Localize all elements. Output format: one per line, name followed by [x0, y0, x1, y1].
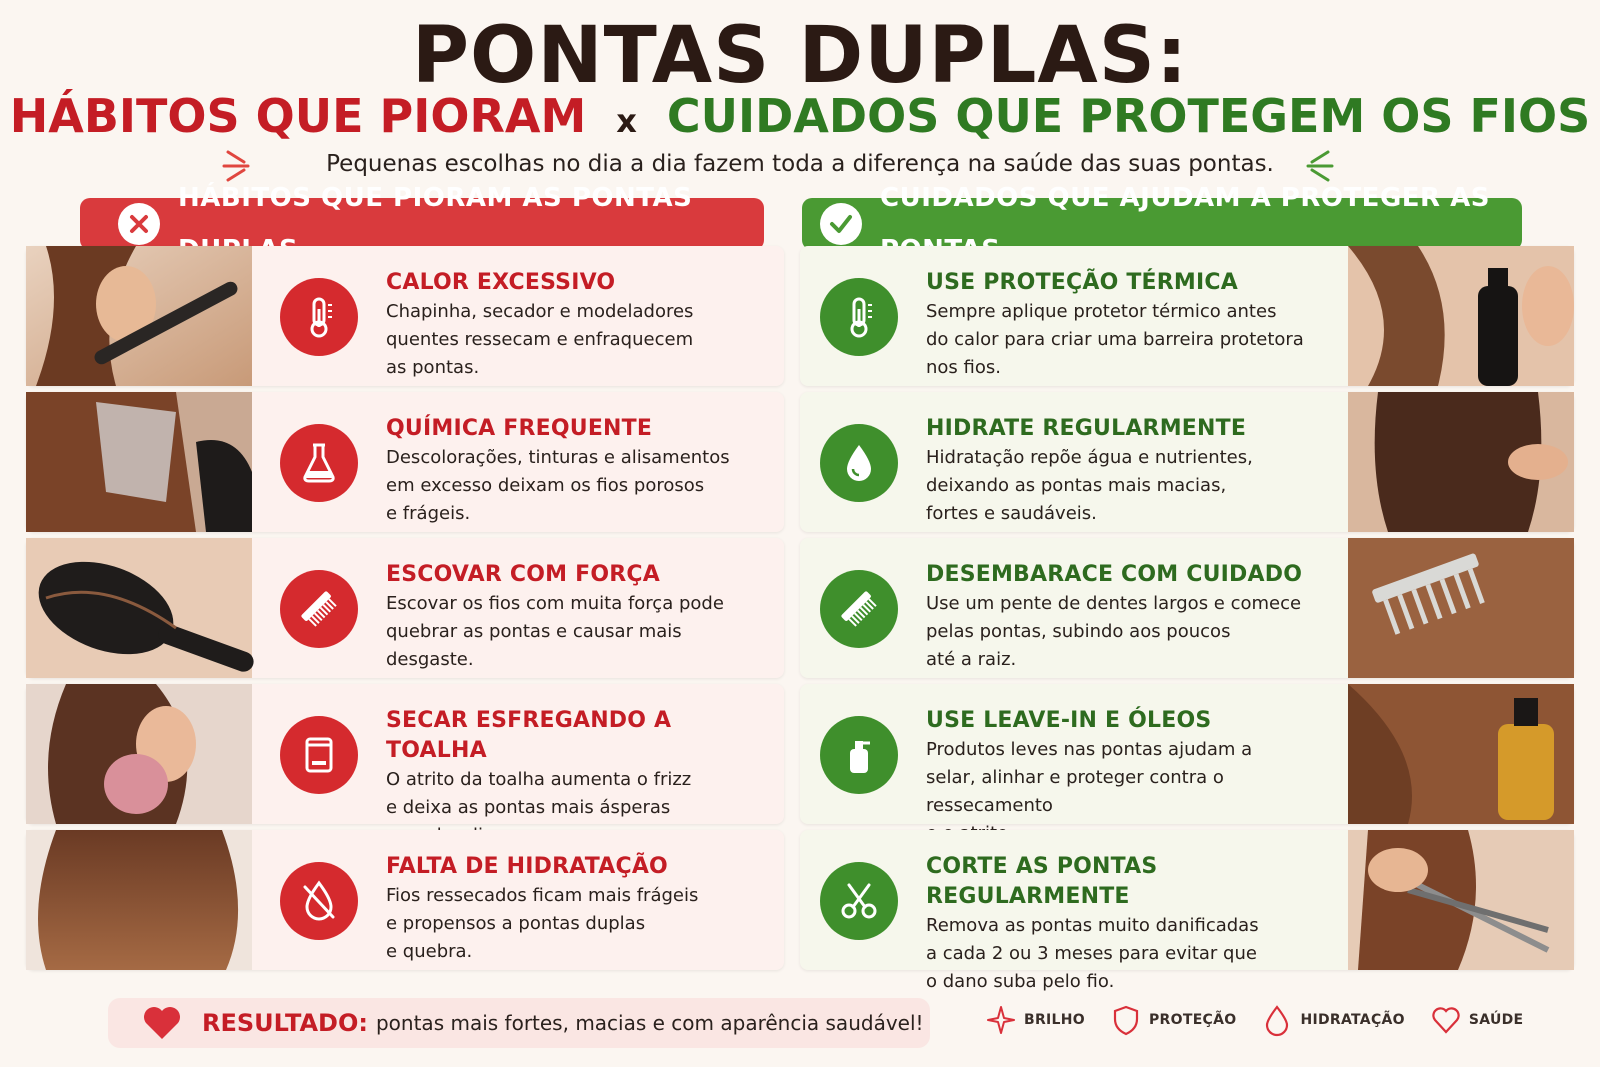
card-description-line: a cada 2 ou 3 meses para evitar que — [926, 943, 1257, 964]
subtitle-versus: x — [616, 102, 637, 140]
card-text — [386, 414, 776, 528]
good-care-card — [800, 684, 1574, 824]
card-description-line: Descolorações, tinturas e alisamentos — [386, 447, 730, 468]
card-description-line: até a raiz. — [926, 649, 1017, 670]
bad-column-heading: HÁBITOS QUE PIORAM AS PONTAS — [178, 183, 693, 213]
towel-icon — [280, 716, 358, 794]
card-description-line: Fios ressecados ficam mais frágeis — [386, 885, 699, 906]
scissors-icon — [820, 862, 898, 940]
hair-photo — [26, 830, 252, 970]
heart-icon — [142, 1005, 182, 1041]
card-text — [926, 852, 1346, 996]
hair-photo — [26, 684, 252, 824]
shield-icon — [1111, 1004, 1141, 1036]
comb-icon — [820, 570, 898, 648]
card-description-line: nos fios. — [926, 357, 1001, 378]
badge-hidratacao — [1262, 1004, 1404, 1036]
card-title: DESEMBARACE COM CUIDADO — [926, 562, 1303, 587]
card-text — [386, 852, 776, 966]
badge-label: SAÚDE — [1468, 1012, 1524, 1028]
card-text — [926, 706, 1346, 848]
good-care-card — [800, 830, 1574, 992]
card-description-line: Remova as pontas muito danificadas — [926, 915, 1259, 936]
hair-photo — [1348, 830, 1574, 970]
card-description-line: e frágeis. — [386, 503, 471, 524]
card-description-line: Hidratação repõe água e nutrientes, — [926, 447, 1253, 468]
badge-protecao — [1111, 1004, 1236, 1036]
good-column-heading: CUIDADOS QUE AJUDAM A PROTEGER AS — [880, 183, 1490, 213]
comb-icon — [280, 570, 358, 648]
bad-habit-card — [26, 392, 784, 532]
card-description-line: Chapinha, secador e modeladores — [386, 301, 694, 322]
card-description-line: do calor para criar uma barreira protetora — [926, 329, 1304, 350]
tagline: Pequenas escolhas no dia a dia fazem toda a diferença na saúde das suas pontas. — [326, 151, 1274, 177]
card-description-line: selar, alinhar e proteger contra o ressecamento — [926, 767, 1224, 816]
bad-column-header — [80, 183, 764, 250]
hair-photo — [1348, 538, 1574, 678]
card-description-line: Sempre aplique protetor térmico antes — [926, 301, 1277, 322]
subtitle-bad: HÁBITOS QUE PIORAM — [9, 89, 587, 143]
flask-icon — [280, 424, 358, 502]
check-icon — [820, 203, 862, 245]
hair-photo — [26, 246, 252, 386]
card-description-line: quentes ressecam e enfraquecem — [386, 329, 694, 350]
good-care-card — [800, 246, 1574, 386]
result-text: pontas mais fortes, macias e com aparência saudável! — [375, 1011, 924, 1035]
card-description-line: O atrito da toalha aumenta o frizz — [386, 769, 692, 790]
card-description-line: pelas pontas, subindo aos poucos — [926, 621, 1231, 642]
subtitle-good: CUIDADOS QUE PROTEGEM OS FIOS — [666, 89, 1591, 143]
page-subtitle — [0, 86, 1600, 151]
card-text — [386, 706, 776, 850]
badge-label: PROTEÇÃO — [1149, 1012, 1237, 1028]
card-title: USE LEAVE-IN E ÓLEOS — [926, 708, 1212, 733]
sparkle-icon — [986, 1004, 1016, 1036]
hair-photo — [1348, 684, 1574, 824]
badge-label: HIDRATAÇÃO — [1300, 1012, 1405, 1028]
card-description-line: desgaste. — [386, 649, 474, 670]
good-care-card — [800, 392, 1574, 532]
heart-icon — [1431, 1004, 1461, 1036]
badge-brilho — [986, 1004, 1085, 1036]
no-water-drop-icon — [280, 862, 358, 940]
card-description-line: Escovar os fios com muita força pode — [386, 593, 724, 614]
bad-habit-card — [26, 246, 784, 386]
card-description-line: e deixa as pontas mais ásperas — [386, 797, 671, 818]
card-description-line: em excesso deixam os fios porosos — [386, 475, 705, 496]
card-description-line: deixando as pontas mais macias, — [926, 475, 1227, 496]
card-description-line: e quebra. — [386, 941, 473, 962]
card-description-line: Use um pente de dentes largos e comece — [926, 593, 1302, 614]
hair-photo — [1348, 246, 1574, 386]
card-title: CORTE AS PONTAS REGULARMENTE — [926, 854, 1158, 909]
badge-label: BRILHO — [1024, 1012, 1085, 1028]
thermometer-icon — [280, 278, 358, 356]
card-text — [926, 560, 1346, 674]
card-description-line: o dano suba pelo fio. — [926, 971, 1115, 992]
hair-photo — [26, 538, 252, 678]
card-description-line: Produtos leves nas pontas ajudam a — [926, 739, 1253, 760]
card-description-line: quebrar as pontas e causar mais — [386, 621, 682, 642]
card-title: QUÍMICA FREQUENTE — [386, 416, 653, 441]
card-description-line: e propensos a pontas duplas — [386, 913, 646, 934]
card-text — [386, 268, 776, 382]
bad-habit-card — [26, 538, 784, 678]
hair-photo — [1348, 392, 1574, 532]
card-title: USE PROTEÇÃO TÉRMICA — [926, 270, 1238, 295]
bad-habit-card — [26, 830, 784, 970]
hair-photo — [26, 392, 252, 532]
benefit-badges — [986, 1004, 1549, 1036]
thermometer-icon — [820, 278, 898, 356]
card-title: ESCOVAR COM FORÇA — [386, 562, 660, 587]
badge-saude — [1431, 1004, 1524, 1036]
result-label: RESULTADO: — [202, 1009, 368, 1037]
x-icon — [118, 203, 160, 245]
card-text — [926, 414, 1346, 528]
card-description-line: fortes e saudáveis. — [926, 503, 1097, 524]
bottle-icon — [820, 716, 898, 794]
good-care-card — [800, 538, 1574, 678]
card-title: HIDRATE REGULARMENTE — [926, 416, 1247, 441]
good-column-header — [802, 183, 1522, 250]
card-text — [386, 560, 776, 674]
bad-habit-card — [26, 684, 784, 824]
card-description-line: as pontas. — [386, 357, 480, 378]
card-title: SECAR ESFREGANDO A TOALHA — [386, 708, 672, 763]
water-drop-icon — [820, 424, 898, 502]
card-title: CALOR EXCESSIVO — [386, 270, 616, 295]
card-text — [926, 268, 1346, 382]
result-banner — [108, 998, 930, 1048]
card-title: FALTA DE HIDRATAÇÃO — [386, 854, 668, 879]
water-drop-icon — [1262, 1004, 1292, 1036]
page-title: PONTAS DUPLAS: — [411, 11, 1189, 101]
